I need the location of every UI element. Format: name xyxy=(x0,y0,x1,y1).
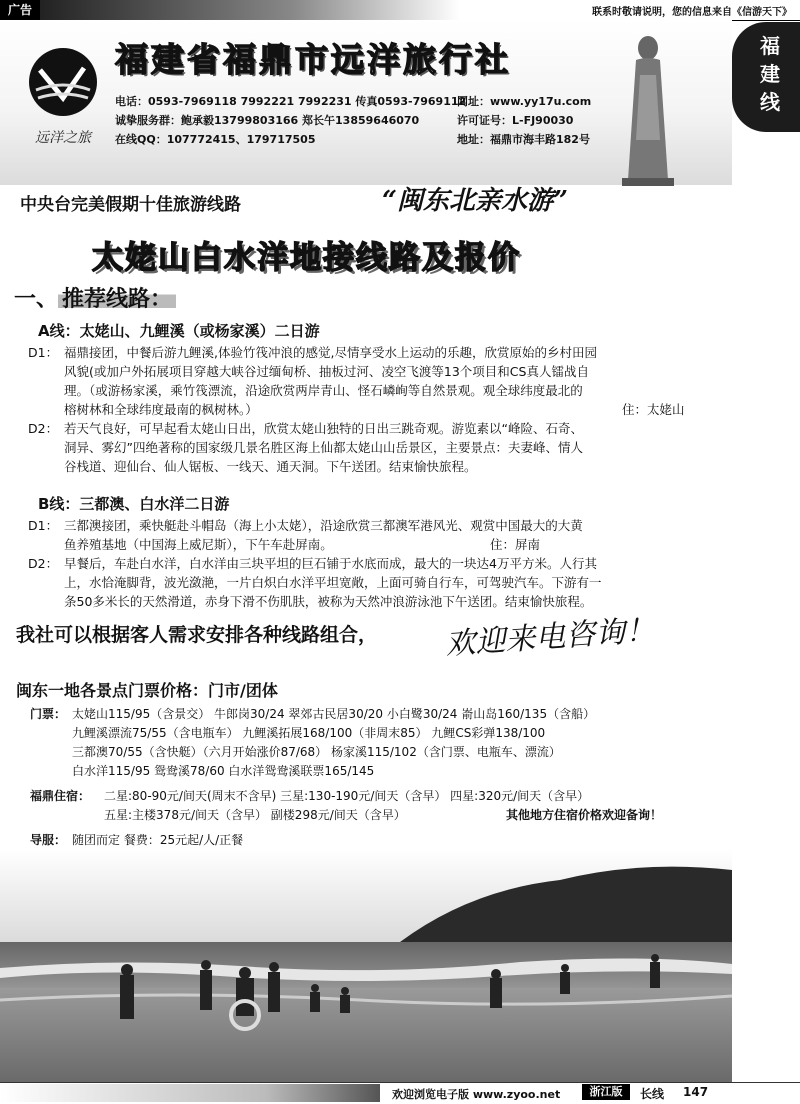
route-b-day1-label: D1： xyxy=(28,518,59,533)
route-b-day2-line: 上，水恰淹脚背，波光潋滟，一片白炽白水洋平坦宽敞，上面可骑自行车，可驾驶汽车。下游有一 xyxy=(64,575,602,590)
route-a-day1-line: 榕树林和全球纬度最南的枫树林。） xyxy=(64,402,258,417)
tour-slogan: “闽东北亲水游” xyxy=(382,186,568,216)
route-a-day1-line: 理。（或游杨家溪，乘竹筏漂流，沿途欣赏两岸青山、怪石嶙峋等自然景观。观全球纬度最北的 xyxy=(64,383,583,398)
ad-tag: 广告 xyxy=(0,0,40,20)
hotel-price-line: 五星:主楼378元/间天（含早） 副楼298元/间天（含早） xyxy=(104,808,406,822)
contact-qq: 在线QQ：107772415、179717505 xyxy=(115,133,316,146)
route-a-day1-label: D1： xyxy=(28,345,59,360)
logo-text: 远洋之旅 xyxy=(35,130,91,146)
ticket-price-title: 闽东一地各景点门票价格：门市/团体 xyxy=(16,681,278,700)
route-a-day1-line: 风貌(或加户外拓展项目穿越大峡谷过缅甸桥、抽板过河、凌空飞渡等13个项目和CS真人镭战自 xyxy=(64,364,589,379)
route-b-day2-label: D2： xyxy=(28,556,59,571)
agency-logo-icon xyxy=(18,40,108,150)
region-side-tab xyxy=(732,22,800,132)
side-tab-char: 建 xyxy=(760,62,780,86)
route-a-day2-line: 谷栈道、迎仙台、仙人锯板、一线天、通天洞。下午送团。结束愉快旅程。 xyxy=(64,459,477,474)
guide-meal-text: 随团而定 餐费：25元起/人/正餐 xyxy=(72,833,244,847)
ticket-price-line: 九鲤溪漂流75/55（含电瓶车） 九鲤溪拓展168/100（非周末85） 九鲤CS彩弹138/100 xyxy=(72,726,546,740)
route-b-day1-line: 三都澳接团，乘快艇赴斗帽岛（海上小太姥），沿途欣赏三都澳军港风光、观赏中国最大的大黄 xyxy=(64,518,583,533)
guide-label: 导服： xyxy=(30,833,67,847)
ticket-price-line: 太姥山115/95（含景交） 牛郎岗30/24 翠郊古民居30/20 小白鹭30/24 嵛山岛160/135（含船） xyxy=(72,707,596,721)
section-number: 一、 xyxy=(14,287,59,312)
route-b-title: B线：三都澳、白水洋二日游 xyxy=(38,495,230,513)
goddess-statue-icon xyxy=(608,30,688,190)
hotel-price-note: 其他地方住宿价格欢迎备询！ xyxy=(506,808,663,822)
contact-service-group: 诚挚服务群：鲍承毅13799803166 郑长午13859646070 xyxy=(115,114,420,127)
route-a-title: A线：太姥山、九鲤溪（或杨家溪）二日游 xyxy=(38,322,320,340)
contact-phone: 电话：0593-7969118 7992221 7992231 传真0593-7969112 xyxy=(115,95,467,108)
route-b-day1-stay: 住：屏南 xyxy=(490,537,541,552)
top-decor-gradient xyxy=(40,0,460,20)
section-recommended-routes xyxy=(14,282,176,313)
footer-edition-badge: 浙江版 xyxy=(582,1084,630,1100)
custom-route-note: 我社可以根据客人需求安排各种线路组合， xyxy=(16,624,378,646)
route-a-day2-line: 若天气良好，可早起看太姥山日出，欣赏太姥山独特的日出三跳奇观。游览素以“峰险、石奇、 xyxy=(64,421,583,436)
welcome-call-text: 欢迎来电咨询！ xyxy=(444,612,657,663)
route-a-day2-line: 洞异、雾幻”四绝著称的国家级几景名胜区海上仙都太姥山山岳景区，主要景点：夫妻峰、情人 xyxy=(64,440,583,455)
route-b-day2-line: 早餐后，车赴白水洋，白水洋由三块平坦的巨石铺于水底而成，最大的一块达4万平方米。人行其 xyxy=(64,556,597,571)
tv-recommendation: 中央台完美假期十佳旅游线路 xyxy=(20,195,241,215)
ticket-price-line: 白水洋115/95 鸳鸯溪78/60 白水洋鸳鸯溪联票165/145 xyxy=(72,764,375,778)
contact-website: 网址：www.yy17u.com xyxy=(457,95,592,108)
ticket-label: 门票： xyxy=(30,707,67,721)
agency-name: 福建省福鼎市远洋旅行社 xyxy=(115,40,511,79)
route-b-day1-line: 鱼养殖基地（中国海上威尼斯），下午车赴屏南。 xyxy=(64,537,333,552)
hotel-label: 福鼎住宿： xyxy=(30,789,91,803)
route-a-day2-label: D2： xyxy=(28,421,59,436)
footer-decor-gradient xyxy=(0,1084,380,1102)
section-label: 推荐线路： xyxy=(58,287,176,312)
side-tab-char: 线 xyxy=(760,90,780,114)
footer-category: 长线 xyxy=(640,1087,665,1101)
source-note: 联系时敬请说明，您的信息来自《信游天下》 xyxy=(592,7,792,18)
route-a-day1-line: 福鼎接团，中餐后游九鲤溪,体验竹筏冲浪的感觉,尽情享受水上运动的乐趣，欣赏原始的乡村田园 xyxy=(64,345,597,360)
footer-website-text: 欢迎浏览电子版 www.zyoo.net xyxy=(392,1088,561,1101)
hotel-price-line: 二星:80-90元/间天(周末不含早) 三星:130-190元/间天（含早） 四星:320元/间天（含早） xyxy=(104,789,590,803)
main-title: 太姥山白水洋地接线路及报价 xyxy=(92,240,521,276)
contact-address: 地址：福鼎市海丰路182号 xyxy=(457,133,590,146)
beach-photo xyxy=(0,850,732,1082)
side-tab-char: 福 xyxy=(760,34,780,58)
route-a-day1-stay: 住：太姥山 xyxy=(622,402,685,417)
ticket-price-line: 三都澳70/55（含快艇）（六月开始涨价87/68） 杨家溪115/102（含门票、电瓶车、漂流） xyxy=(72,745,561,759)
page-number: 147 xyxy=(683,1085,709,1099)
route-b-day2-line: 条50多米长的天然滑道，赤身下滑不伤肌肤，被称为天然冲浪游泳池下午送团。结束愉快旅程。 xyxy=(64,594,593,609)
contact-license: 许可证号：L-FJ90030 xyxy=(457,114,574,127)
